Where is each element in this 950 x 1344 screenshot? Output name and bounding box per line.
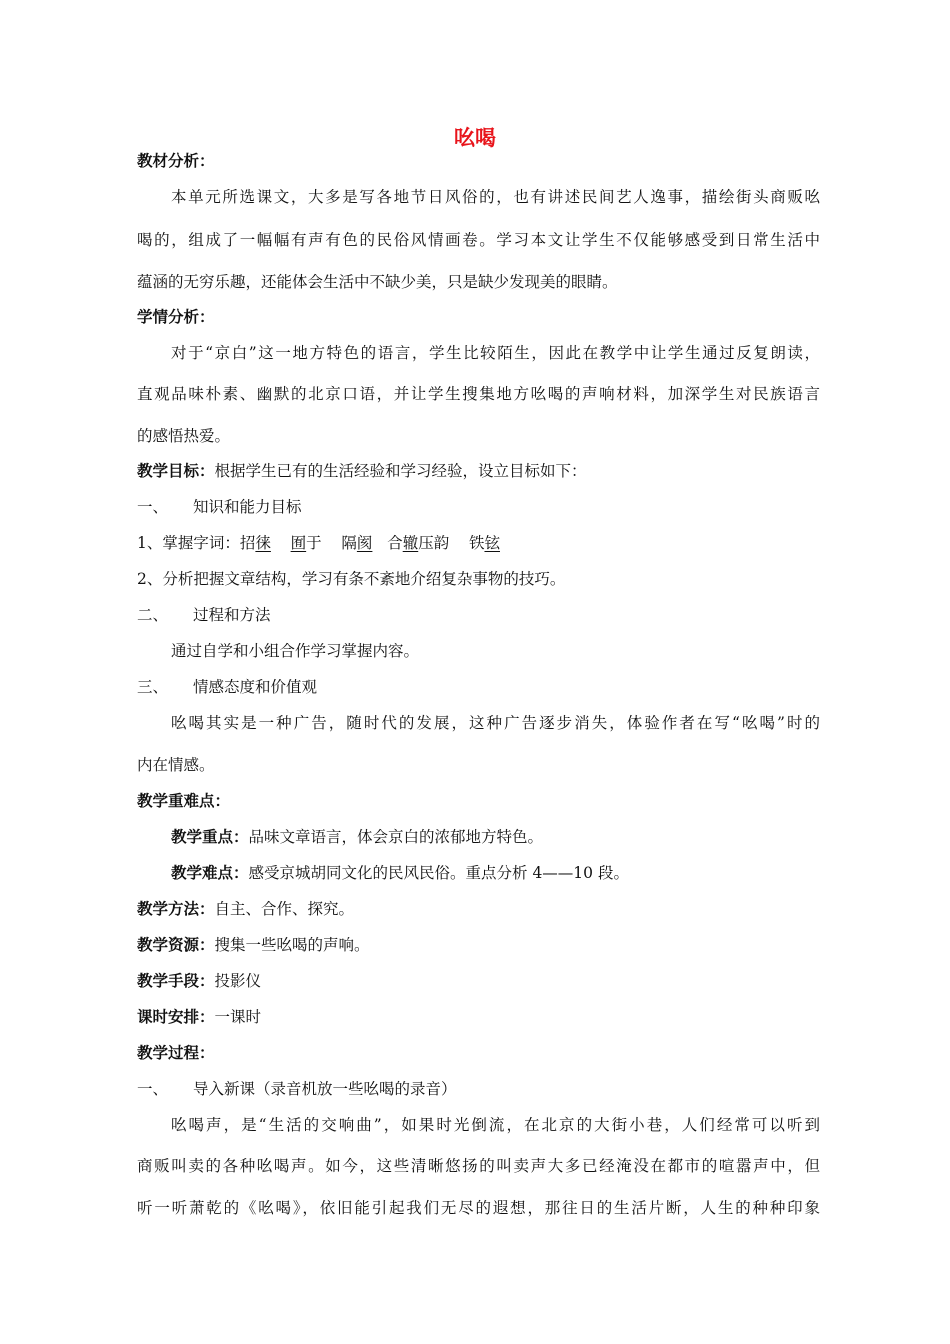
schedule-label: 课时安排： <box>137 1008 215 1026</box>
goals-label: 教学目标： <box>137 462 215 480</box>
step-1-line: 商贩叫卖的各种吆喝声。如今，这些清晰悠扬的叫卖声大多已经淹没在都市的喧嚣声中，但 <box>137 1157 820 1175</box>
section-number: 三、 <box>137 678 169 696</box>
vocab-word: 囿于 <box>290 534 322 552</box>
method-line <box>137 898 820 920</box>
learner-heading: 学情分析： <box>137 308 215 326</box>
step-number: 一、 <box>137 1080 169 1098</box>
key-point-text: 品味文章语言，体会京白的浓郁地方特色。 <box>248 828 544 846</box>
section-heading-3 <box>137 676 820 698</box>
section-number: 一、 <box>137 498 169 516</box>
resource-text: 搜集一些吆喝的声响。 <box>214 936 370 954</box>
schedule-text: 一课时 <box>214 1008 262 1026</box>
goal-item-2: 2、分析把握文章结构，学习有条不紊地介绍复杂事物的技巧。 <box>137 570 566 588</box>
document-title: 吆喝 <box>454 126 496 150</box>
section-number: 二、 <box>137 606 169 624</box>
section-3-line: 内在情感。 <box>137 756 215 774</box>
vocab-word: 招徕 <box>239 534 271 552</box>
material-line: 蕴涵的无穷乐趣，还能体会生活中不缺少美，只是缺少发现美的眼睛。 <box>137 273 618 291</box>
process-heading: 教学过程： <box>137 1044 215 1062</box>
means-label: 教学手段： <box>137 972 215 990</box>
section-heading-2 <box>137 604 820 626</box>
vocab-line <box>137 532 820 554</box>
resource-label: 教学资源： <box>137 936 215 954</box>
vocab-word: 合辙压韵 <box>387 534 450 552</box>
material-line: 本单元所选课文，大多是写各地节日风俗的，也有讲述民间艺人逸事，描绘街头商贩吆 <box>171 188 820 206</box>
learner-line: 直观品味朴素、幽默的北京口语，并让学生搜集地方吆喝的声响材料，加深学生对民族语言 <box>137 385 820 403</box>
goals-line <box>137 460 820 482</box>
key-heading: 教学重难点： <box>137 792 231 810</box>
learner-line: 对于“京白”这一地方特色的语言，学生比较陌生，因此在教学中让学生通过反复朗读， <box>171 344 820 362</box>
section-title: 知识和能力目标 <box>193 498 302 516</box>
difficult-text: 感受京城胡同文化的民风民俗。重点分析 4——10 段。 <box>248 864 629 882</box>
means-text: 投影仪 <box>214 972 262 990</box>
step-title: 导入新课（录音机放一些吆喝的录音） <box>193 1080 457 1098</box>
material-line: 喝的，组成了一幅幅有声有色的民俗风情画卷。学习本文让学生不仅能够感受到日常生活中 <box>137 231 820 249</box>
section-title: 情感态度和价值观 <box>193 678 318 696</box>
learner-line: 的感悟热爱。 <box>137 427 231 445</box>
schedule-line <box>137 1006 820 1028</box>
goals-text: 根据学生已有的生活经验和学习经验，设立目标如下： <box>214 462 587 480</box>
section-2-body: 通过自学和小组合作学习掌握内容。 <box>171 642 420 660</box>
vocab-word: 隔阂 <box>341 534 373 552</box>
vocab-word: 铁铉 <box>468 534 500 552</box>
section-heading-1 <box>137 496 820 518</box>
key-point-label: 教学重点： <box>171 828 249 846</box>
step-heading-1 <box>137 1078 820 1100</box>
material-heading: 教材分析： <box>137 152 215 170</box>
section-3-line: 吆喝其实是一种广告，随时代的发展，这种广告逐步消失，体验作者在写“吆喝”时的 <box>171 714 820 732</box>
key-point-line <box>171 826 820 848</box>
method-label: 教学方法： <box>137 900 215 918</box>
step-1-line: 听一听萧乾的《吆喝》，依旧能引起我们无尽的遐想，那往日的生活片断，人生的种种印象 <box>137 1199 820 1217</box>
step-1-line: 吆喝声，是“生活的交响曲”，如果时光倒流，在北京的大街小巷，人们经常可以听到 <box>171 1116 820 1134</box>
section-title: 过程和方法 <box>193 606 271 624</box>
difficult-label: 教学难点： <box>171 864 249 882</box>
vocab-prefix: 1、掌握字词： <box>137 534 240 552</box>
resource-line <box>137 934 820 956</box>
method-text: 自主、合作、探究。 <box>214 900 355 918</box>
means-line <box>137 970 820 992</box>
difficult-point-line <box>171 862 820 884</box>
